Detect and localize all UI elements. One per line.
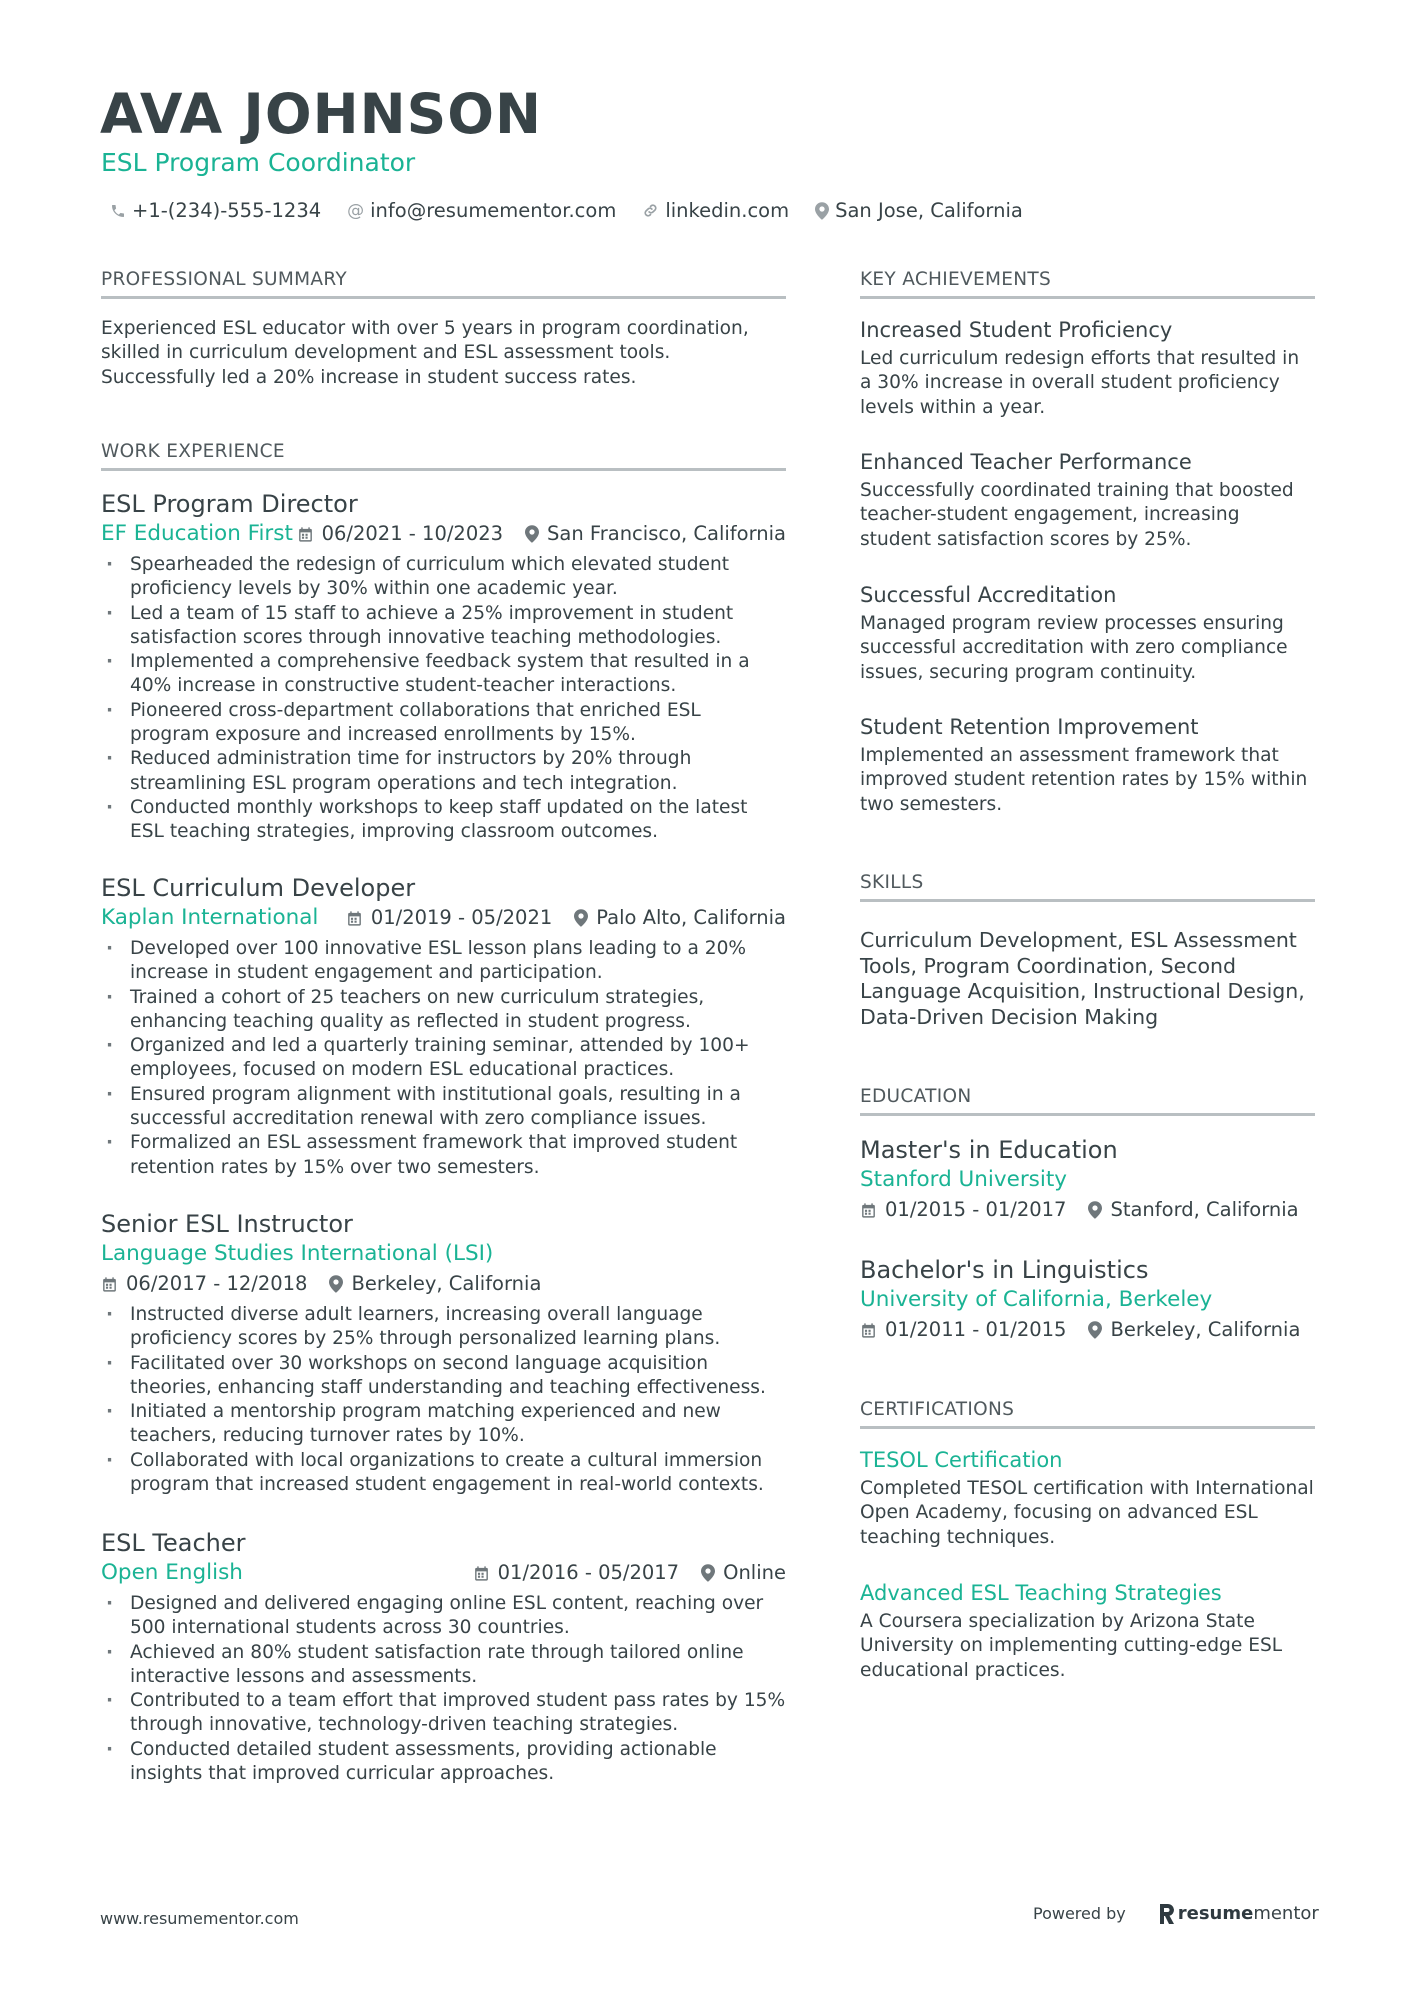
education-school: Stanford University [860,1167,1068,1192]
summary-heading: PROFESSIONAL SUMMARY [101,269,786,299]
education-heading: EDUCATION [860,1086,1315,1116]
list-item: · Developed over 100 innovative ESL lesson plans leading to a 20% increase in student engagement and participation. [101,937,786,986]
job-location: Berkeley, California [351,1272,542,1295]
achievements-heading: KEY ACHIEVEMENTS [860,269,1315,299]
brand-logo[interactable] [1158,1903,1319,1924]
job-location: San Francisco, California [547,522,786,545]
job-meta [101,903,786,933]
contact-phone[interactable] [110,199,321,222]
job-bullets [101,1592,786,1786]
list-item: · Conducted monthly workshops to keep staff updated on the latest ESL teaching strategies, improving classroom outcomes. [101,796,786,845]
job-dates: 01/2019 - 05/2021 [370,906,553,929]
job-title: Senior ESL Instructor [101,1210,353,1238]
education-school: University of California, Berkeley [860,1287,1213,1312]
calendar-icon [473,1565,490,1582]
skills-list: Curriculum Development, ESL Assessment Tools, Program Coordination, Second Language Acquisition, Instructional Design, Data-Driven Decision Making [860,928,1305,1029]
summary-text: Experienced ESL educator with over 5 years in program coordination, skilled in curriculum development and ESL assessment tools. Successfully led a 20% increase in student success rates. [101,318,749,388]
education-dates: 01/2015 - 01/2017 [885,1198,1067,1221]
education-dates: 01/2011 - 01/2015 [885,1318,1067,1341]
achievement-title: Student Retention Improvement [860,715,1199,739]
achievement-desc: Implemented an assessment framework that improved student retention rates by 15% within two semesters. [860,745,1308,815]
achievement-title: Enhanced Teacher Performance [860,450,1192,474]
certification-item [860,1446,1315,1550]
achievement-item [860,581,1315,685]
education-degree: Master's in Education [860,1136,1118,1164]
list-item: · Led a team of 15 staff to achieve a 25% improvement in student satisfaction scores through innovative teaching methodologies. [101,602,786,651]
contact-location [815,199,1023,222]
brand-name-bold: resume [1177,1903,1254,1924]
job-title: ESL Curriculum Developer [101,874,416,902]
footer-website[interactable]: www.resumementor.com [100,1909,299,1928]
certification-title: TESOL Certification [860,1448,1063,1472]
job-entry [101,1209,786,1497]
list-item: · Formalized an ESL assessment framework that improved student retention rates by 15% over two semesters. [101,1131,786,1180]
achievement-item [860,713,1315,817]
location-pin-icon [815,202,829,220]
at-icon: @ [347,200,365,221]
brand-logo-icon [1158,1904,1174,1924]
phone-icon [110,203,126,219]
candidate-name: AVA JOHNSON [100,82,543,146]
job-bullets [101,937,786,1180]
list-item: · Organized and led a quarterly training seminar, attended by 100+ employees, focused on modern ESL educational practices. [101,1034,786,1083]
contact-location-text: San Jose, California [835,199,1023,222]
job-entry [101,873,786,1180]
location-pin-icon [701,1564,715,1582]
job-company: Open English [101,1560,243,1585]
list-item: · Trained a cohort of 25 teachers on new curriculum strategies, enhancing teaching quality as reflected in student progress. [101,986,786,1035]
achievement-item [860,316,1315,420]
contact-bar [110,199,1049,222]
contact-linkedin-text: linkedin.com [665,199,790,222]
job-meta [101,519,786,549]
list-item: · Conducted detailed student assessments, providing actionable insights that improved curricular approaches. [101,1738,786,1787]
achievement-item [860,448,1315,552]
certification-desc: A Coursera specialization by Arizona State University on implementing cutting-edge ESL educational practices. [860,1611,1283,1681]
job-dates: 01/2016 - 05/2017 [497,1561,680,1584]
certifications-heading: CERTIFICATIONS [860,1399,1315,1429]
job-meta [101,1239,786,1299]
certification-item [860,1579,1315,1683]
list-item: · Spearheaded the redesign of curriculum which elevated student proficiency levels by 30% within one academic year. [101,553,786,602]
list-item: · Ensured program alignment with institutional goals, resulting in a successful accreditation renewal with zero compliance issues. [101,1083,786,1132]
education-degree: Bachelor's in Linguistics [860,1256,1149,1284]
achievement-desc: Successfully coordinated training that boosted teacher-student engagement, increasing student satisfaction scores by 25%. [860,480,1294,550]
job-dates: 06/2021 - 10/2023 [321,522,504,545]
job-bullets [101,1303,786,1497]
calendar-icon [346,910,363,927]
list-item: · Facilitated over 30 workshops on second language acquisition theories, enhancing staff understanding and teaching effectiveness. [101,1352,786,1401]
list-item: · Implemented a comprehensive feedback system that resulted in a 40% increase in constructive student-teacher interactions. [101,650,786,699]
certification-title: Advanced ESL Teaching Strategies [860,1581,1222,1605]
job-entry [101,1528,786,1786]
powered-by-label: Powered by [1033,1904,1126,1923]
education-location: Berkeley, California [1110,1318,1301,1341]
candidate-title: ESL Program Coordinator [101,148,416,177]
list-item: · Collaborated with local organizations to create a cultural immersion program that increased student engagement in real-world contexts. [101,1449,786,1498]
education-location: Stanford, California [1110,1198,1299,1221]
footer-branding [1033,1903,1319,1924]
contact-email[interactable] [347,199,616,222]
job-bullets [101,553,786,845]
location-pin-icon [574,909,588,927]
calendar-icon [860,1322,877,1339]
list-item: · Pioneered cross-department collaborations that enriched ESL program exposure and increased enrollments by 15%. [101,699,786,748]
job-company: Kaplan International [101,905,319,930]
job-company: EF Education First [101,521,293,546]
list-item: · Achieved an 80% student satisfaction rate through tailored online interactive lessons and assessments. [101,1641,786,1690]
calendar-icon [860,1202,877,1219]
location-pin-icon [329,1275,343,1293]
location-pin-icon [525,525,539,543]
experience-heading: WORK EXPERIENCE [101,441,786,471]
job-location: Palo Alto, California [596,906,786,929]
job-entry [101,489,786,845]
job-location: Online [723,1561,786,1584]
certification-desc: Completed TESOL certification with International Open Academy, focusing on advanced ESL teaching techniques. [860,1478,1314,1548]
list-item: · Contributed to a team effort that improved student pass rates by 15% through innovative, technology-driven teaching strategies. [101,1689,786,1738]
education-entry [860,1255,1315,1345]
achievement-title: Successful Accreditation [860,583,1117,607]
link-icon [642,202,659,219]
contact-email-text: info@resumementor.com [370,199,617,222]
location-pin-icon [1088,1321,1102,1339]
achievement-title: Increased Student Proficiency [860,318,1173,342]
contact-linkedin[interactable] [642,199,789,222]
job-title: ESL Teacher [101,1529,246,1557]
list-item: · Reduced administration time for instructors by 20% through streamlining ESL program operations and tech integration. [101,747,786,796]
list-item: · Instructed diverse adult learners, increasing overall language proficiency scores by 25% through personalized learning plans. [101,1303,786,1352]
list-item: · Designed and delivered engaging online ESL content, reaching over 500 international students across 30 countries. [101,1592,786,1641]
brand-name-light: mentor [1253,1903,1319,1924]
skills-heading: SKILLS [860,872,1315,902]
calendar-icon [101,1276,118,1293]
contact-phone-text: +1-(234)-555-1234 [132,199,322,222]
achievement-desc: Managed program review processes ensuring successful accreditation with zero compliance issues, securing program continuity. [860,613,1288,683]
location-pin-icon [1088,1201,1102,1219]
achievement-desc: Led curriculum redesign efforts that resulted in a 30% increase in overall student proficiency levels within a year. [860,348,1300,418]
list-item: · Initiated a mentorship program matching experienced and new teachers, reducing turnover rates by 10%. [101,1400,786,1449]
job-dates: 06/2017 - 12/2018 [126,1272,308,1295]
calendar-icon [297,526,314,543]
education-entry [860,1135,1315,1225]
job-company: Language Studies International (LSI) [101,1241,494,1266]
job-meta [101,1558,786,1588]
job-title: ESL Program Director [101,490,358,518]
